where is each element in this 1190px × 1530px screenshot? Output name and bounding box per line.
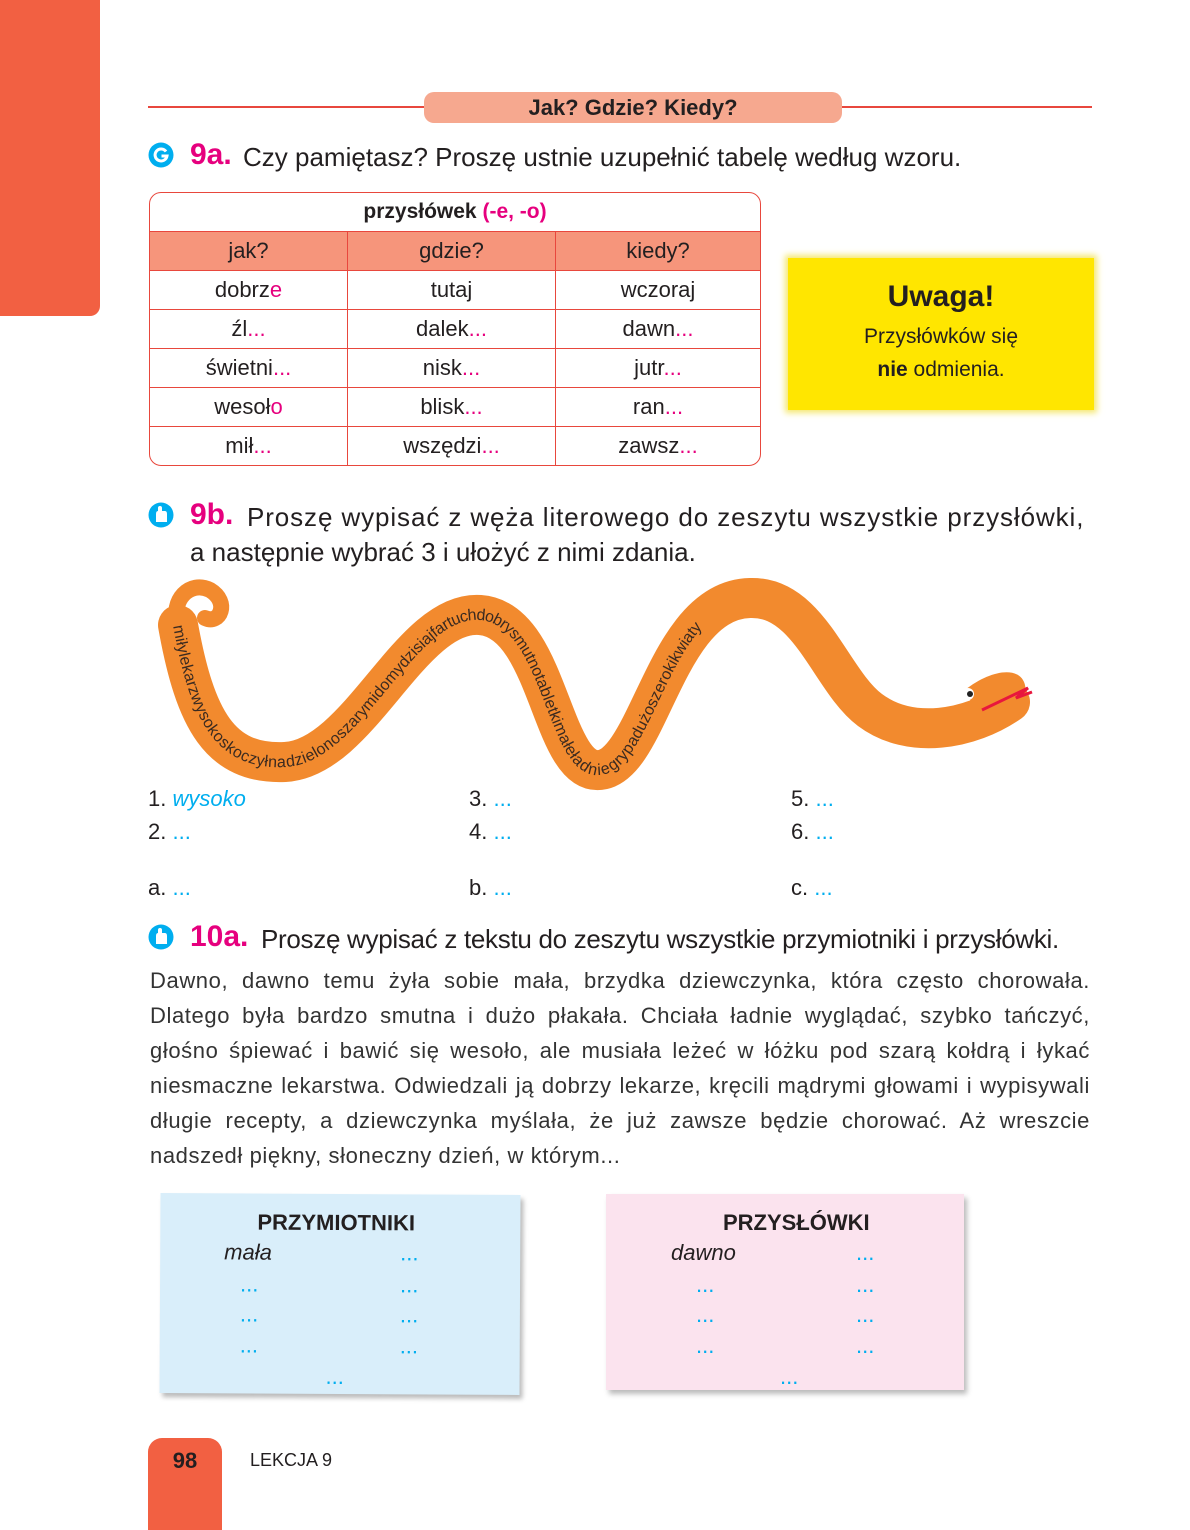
table-cell: wczoraj [556, 271, 760, 310]
answer-4: 4. ... [469, 819, 512, 844]
page-number: 98 [148, 1438, 222, 1530]
note-body: Przysłówków się nie odmienia. [863, 325, 1019, 381]
table-cell: blisk... [348, 388, 556, 427]
note-title: Uwaga! [887, 280, 995, 313]
table-cell: świetni... [150, 349, 348, 388]
table-header: gdzie? [348, 232, 556, 271]
table-cell: mił... [150, 427, 348, 465]
snake-body [178, 598, 1010, 770]
table-row [150, 310, 760, 349]
table-row [150, 271, 760, 310]
header-rule-left [148, 106, 430, 108]
box-title: PRZYSŁÓWKI [723, 1210, 870, 1235]
header-rule-right [838, 106, 1092, 108]
exercise-instruction: Proszę wypisać z węża literowego do zeszytu wszystkie przysłówki, [247, 502, 1085, 532]
sentence-b: b. ... [469, 875, 512, 900]
table-header: jak? [150, 232, 348, 271]
answer-6: 6. ... [791, 819, 834, 844]
sentence-a: a. ... [148, 875, 191, 900]
table-caption: przysłówek (-e, -o) [150, 193, 760, 232]
table-row [150, 349, 760, 388]
section-title: Jak? Gdzie? Kiedy? [424, 92, 842, 123]
table-cell: wesoło [150, 388, 348, 427]
table-cell: jutr... [556, 349, 760, 388]
table-cell: wszędzi... [348, 427, 556, 465]
snake-tail [176, 587, 221, 625]
answer-1: 1. wysoko [148, 786, 246, 811]
exercise-instruction: Czy pamiętasz? Proszę ustnie uzupełnić tabelę według wzoru. [243, 142, 962, 172]
table-cell: nisk... [348, 349, 556, 388]
exercise-instruction: Proszę wypisać z tekstu do zeszytu wszystkie przymiotniki i przysłówki. [261, 924, 1059, 954]
exercise-number: 9b. [190, 498, 234, 531]
hand-icon [148, 502, 174, 528]
lesson-label: LEKCJA 9 [250, 1450, 333, 1470]
answer-5: 5. ... [791, 786, 834, 811]
table-header: kiedy? [556, 232, 760, 271]
box-example: mała [224, 1239, 272, 1265]
exercise-number: 9a. [190, 138, 232, 171]
adverbs-box: PRZYSŁÓWKI dawno ... ... ... ... ... ... ... ... [606, 1194, 964, 1390]
hand-icon [148, 924, 174, 950]
sentence-c: c. ... [791, 875, 833, 900]
answer-3: 3. ... [469, 786, 512, 811]
table-row [150, 388, 760, 427]
exercise-number: 10a. [190, 920, 249, 953]
table-cell: tutaj [348, 271, 556, 310]
table-cell: dawn... [556, 310, 760, 349]
table-cell: dobrze [150, 271, 348, 310]
g-letter-icon [148, 142, 174, 168]
table-row [150, 427, 760, 465]
snake-text: miłylekarzwysokoskoczyłnadzielonoszarymidomydzisiajfartuchdobrysmutnotabletkimałeładniegrypadużoszerokikwiaty [169, 606, 706, 780]
box-title: PRZYMIOTNIKI [257, 1209, 416, 1236]
table-cell: zawsz... [618, 433, 698, 458]
table-cell: dalek... [348, 310, 556, 349]
story-paragraph: Dawno, dawno temu żyła sobie mała, brzydka dziewczynka, która często chorowała. Dlatego była bardzo smutna i dużo płakała. Chciała ładnie wyglądać, szybko tańczyć, głośno śpiewać i bawić się wesoło, ale musiała leżeć w łóżku pod szarą kołdrą i łykać niesmaczne lekarstwa. Odwiedzali ją dobrzy lekarze, kręcili mądrymi głowami i wypisywali długie recepty, a dziewczynka myślała, że już zawsze będzie chorować. Aż wreszcie nadszedł piękny, słoneczny dzień, w którym... [150, 968, 1090, 1168]
answer-2: 2. ... [148, 819, 191, 844]
note-box [788, 258, 1094, 410]
letter-snake [150, 570, 1050, 795]
box-example: dawno [671, 1240, 736, 1265]
table-cell: ran... [556, 388, 760, 427]
exercise-instruction-cont: a następnie wybrać 3 i ułożyć z nimi zdania. [190, 537, 696, 567]
table-cell: źl... [150, 310, 348, 349]
side-tab [0, 0, 100, 316]
adverb-table [149, 192, 761, 466]
adjectives-box: PRZYMIOTNIKI mała ... ... ... ... ... ... ... ... [159, 1193, 520, 1395]
